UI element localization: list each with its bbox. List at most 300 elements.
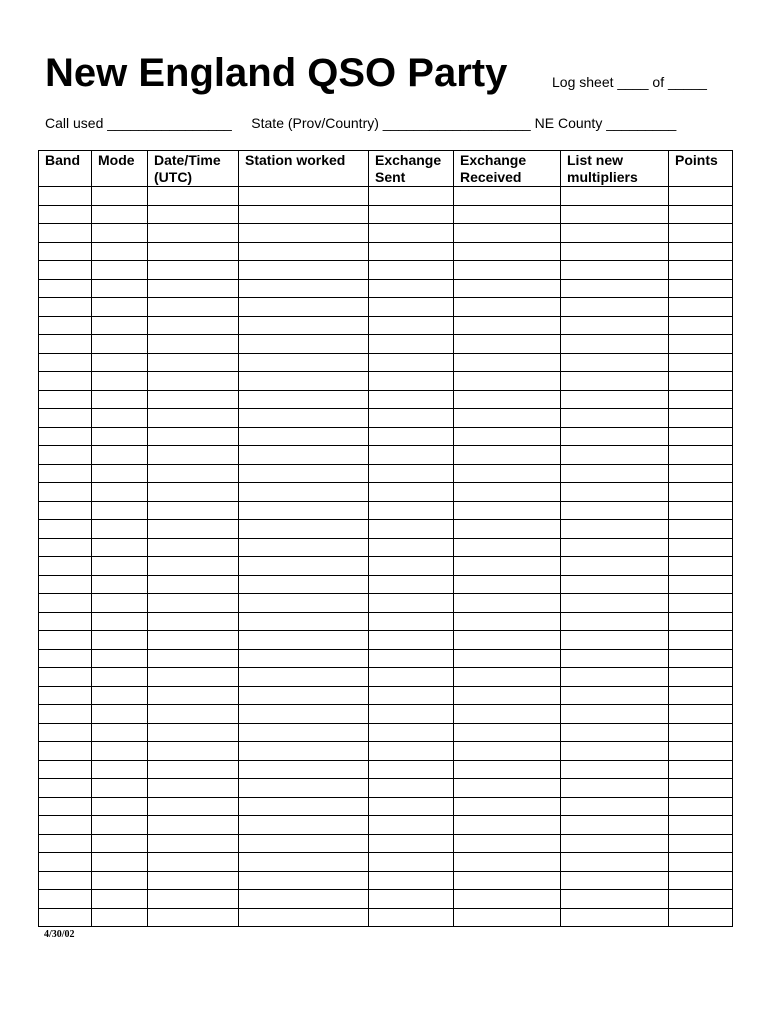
log-cell[interactable] [239,335,369,354]
log-cell[interactable] [561,908,669,927]
log-cell[interactable] [148,631,239,650]
log-cell[interactable] [369,372,454,391]
log-cell[interactable] [39,187,92,206]
log-cell[interactable] [369,557,454,576]
log-cell[interactable] [454,372,561,391]
log-cell[interactable] [148,464,239,483]
log-cell[interactable] [148,446,239,465]
log-cell[interactable] [92,705,148,724]
log-cell[interactable] [561,853,669,872]
log-cell[interactable] [454,686,561,705]
log-cell[interactable] [239,908,369,927]
log-cell[interactable] [39,520,92,539]
log-cell[interactable] [92,871,148,890]
log-cell[interactable] [369,298,454,317]
log-cell[interactable] [669,668,733,687]
log-cell[interactable] [454,594,561,613]
log-cell[interactable] [369,723,454,742]
log-cell[interactable] [561,612,669,631]
log-cell[interactable] [669,390,733,409]
log-cell[interactable] [369,612,454,631]
log-cell[interactable] [92,316,148,335]
log-cell[interactable] [369,631,454,650]
log-cell[interactable] [454,298,561,317]
log-cell[interactable] [561,390,669,409]
log-cell[interactable] [92,538,148,557]
log-cell[interactable] [369,205,454,224]
log-cell[interactable] [239,742,369,761]
log-cell[interactable] [454,205,561,224]
log-cell[interactable] [561,224,669,243]
log-cell[interactable] [39,779,92,798]
log-cell[interactable] [148,797,239,816]
log-cell[interactable] [39,908,92,927]
log-cell[interactable] [239,594,369,613]
log-cell[interactable] [148,205,239,224]
log-cell[interactable] [39,557,92,576]
log-cell[interactable] [239,871,369,890]
log-cell[interactable] [669,464,733,483]
log-cell[interactable] [561,409,669,428]
log-cell[interactable] [669,871,733,890]
log-cell[interactable] [561,557,669,576]
log-cell[interactable] [39,464,92,483]
log-cell[interactable] [669,372,733,391]
log-cell[interactable] [454,224,561,243]
log-cell[interactable] [148,557,239,576]
log-cell[interactable] [92,723,148,742]
log-cell[interactable] [239,779,369,798]
log-cell[interactable] [39,686,92,705]
log-cell[interactable] [561,501,669,520]
log-cell[interactable] [148,538,239,557]
log-cell[interactable] [454,631,561,650]
log-cell[interactable] [669,686,733,705]
log-cell[interactable] [561,649,669,668]
log-cell[interactable] [369,575,454,594]
log-cell[interactable] [561,464,669,483]
log-cell[interactable] [92,649,148,668]
log-cell[interactable] [454,538,561,557]
log-cell[interactable] [148,427,239,446]
log-cell[interactable] [561,779,669,798]
log-cell[interactable] [239,631,369,650]
log-cell[interactable] [92,501,148,520]
log-cell[interactable] [148,723,239,742]
log-cell[interactable] [669,224,733,243]
log-cell[interactable] [669,890,733,909]
log-cell[interactable] [369,686,454,705]
log-cell[interactable] [92,797,148,816]
log-cell[interactable] [669,483,733,502]
log-cell[interactable] [669,501,733,520]
log-cell[interactable] [454,575,561,594]
log-cell[interactable] [148,409,239,428]
log-cell[interactable] [369,797,454,816]
log-cell[interactable] [92,353,148,372]
log-cell[interactable] [369,908,454,927]
log-cell[interactable] [561,723,669,742]
log-cell[interactable] [92,372,148,391]
log-cell[interactable] [669,908,733,927]
log-cell[interactable] [39,797,92,816]
log-cell[interactable] [239,390,369,409]
log-cell[interactable] [239,372,369,391]
log-cell[interactable] [39,224,92,243]
log-cell[interactable] [92,446,148,465]
log-cell[interactable] [92,187,148,206]
log-cell[interactable] [92,242,148,261]
log-cell[interactable] [148,871,239,890]
log-cell[interactable] [92,908,148,927]
log-cell[interactable] [39,723,92,742]
log-cell[interactable] [92,612,148,631]
log-cell[interactable] [454,723,561,742]
log-cell[interactable] [92,631,148,650]
log-cell[interactable] [239,890,369,909]
log-cell[interactable] [92,409,148,428]
log-cell[interactable] [92,779,148,798]
log-cell[interactable] [669,446,733,465]
log-cell[interactable] [561,834,669,853]
log-cell[interactable] [454,427,561,446]
log-cell[interactable] [561,797,669,816]
log-cell[interactable] [669,594,733,613]
log-cell[interactable] [39,261,92,280]
log-cell[interactable] [454,316,561,335]
log-cell[interactable] [454,557,561,576]
log-cell[interactable] [369,594,454,613]
log-cell[interactable] [561,298,669,317]
log-cell[interactable] [369,242,454,261]
log-cell[interactable] [92,427,148,446]
log-cell[interactable] [39,298,92,317]
log-cell[interactable] [669,649,733,668]
log-cell[interactable] [39,335,92,354]
log-cell[interactable] [454,816,561,835]
log-cell[interactable] [39,390,92,409]
log-cell[interactable] [239,483,369,502]
log-cell[interactable] [369,279,454,298]
log-cell[interactable] [92,557,148,576]
log-cell[interactable] [39,372,92,391]
log-cell[interactable] [669,797,733,816]
log-cell[interactable] [239,575,369,594]
log-cell[interactable] [669,316,733,335]
log-cell[interactable] [454,335,561,354]
log-cell[interactable] [454,446,561,465]
log-cell[interactable] [239,649,369,668]
log-cell[interactable] [369,261,454,280]
log-cell[interactable] [92,668,148,687]
log-cell[interactable] [454,520,561,539]
log-cell[interactable] [669,538,733,557]
log-cell[interactable] [239,760,369,779]
log-cell[interactable] [369,520,454,539]
log-cell[interactable] [148,353,239,372]
log-cell[interactable] [561,279,669,298]
log-cell[interactable] [39,816,92,835]
log-cell[interactable] [669,557,733,576]
log-cell[interactable] [561,187,669,206]
log-cell[interactable] [369,760,454,779]
log-cell[interactable] [148,316,239,335]
log-cell[interactable] [561,205,669,224]
log-cell[interactable] [92,261,148,280]
log-cell[interactable] [369,649,454,668]
log-cell[interactable] [669,779,733,798]
log-cell[interactable] [369,538,454,557]
log-cell[interactable] [369,224,454,243]
log-cell[interactable] [39,242,92,261]
log-cell[interactable] [669,353,733,372]
log-cell[interactable] [39,446,92,465]
log-cell[interactable] [239,224,369,243]
log-cell[interactable] [148,575,239,594]
log-cell[interactable] [369,409,454,428]
log-cell[interactable] [454,187,561,206]
log-cell[interactable] [369,742,454,761]
log-cell[interactable] [148,612,239,631]
log-cell[interactable] [669,298,733,317]
log-cell[interactable] [239,557,369,576]
log-cell[interactable] [561,705,669,724]
log-cell[interactable] [454,261,561,280]
log-cell[interactable] [561,372,669,391]
log-cell[interactable] [561,316,669,335]
log-cell[interactable] [561,890,669,909]
log-cell[interactable] [369,464,454,483]
log-cell[interactable] [239,242,369,261]
log-cell[interactable] [669,853,733,872]
log-cell[interactable] [369,483,454,502]
log-cell[interactable] [239,353,369,372]
log-cell[interactable] [148,242,239,261]
log-cell[interactable] [92,760,148,779]
log-cell[interactable] [39,594,92,613]
log-cell[interactable] [92,390,148,409]
log-cell[interactable] [669,409,733,428]
log-cell[interactable] [92,594,148,613]
log-cell[interactable] [239,464,369,483]
log-cell[interactable] [669,279,733,298]
log-cell[interactable] [92,205,148,224]
log-cell[interactable] [454,760,561,779]
log-cell[interactable] [39,575,92,594]
log-cell[interactable] [369,668,454,687]
log-cell[interactable] [454,779,561,798]
log-cell[interactable] [561,427,669,446]
log-cell[interactable] [561,575,669,594]
log-cell[interactable] [369,705,454,724]
log-cell[interactable] [148,483,239,502]
log-cell[interactable] [39,890,92,909]
log-cell[interactable] [39,279,92,298]
log-cell[interactable] [454,464,561,483]
log-cell[interactable] [39,501,92,520]
log-cell[interactable] [561,760,669,779]
log-cell[interactable] [39,483,92,502]
log-cell[interactable] [148,372,239,391]
log-cell[interactable] [454,908,561,927]
log-cell[interactable] [92,834,148,853]
log-cell[interactable] [369,853,454,872]
log-cell[interactable] [148,298,239,317]
log-cell[interactable] [561,483,669,502]
log-cell[interactable] [561,686,669,705]
log-cell[interactable] [454,390,561,409]
log-cell[interactable] [39,834,92,853]
log-cell[interactable] [239,705,369,724]
log-cell[interactable] [454,705,561,724]
log-cell[interactable] [561,538,669,557]
log-cell[interactable] [148,834,239,853]
log-cell[interactable] [561,816,669,835]
log-cell[interactable] [369,446,454,465]
log-cell[interactable] [669,816,733,835]
log-cell[interactable] [92,742,148,761]
log-cell[interactable] [369,501,454,520]
log-cell[interactable] [39,427,92,446]
log-cell[interactable] [369,871,454,890]
log-cell[interactable] [561,871,669,890]
log-cell[interactable] [239,538,369,557]
log-cell[interactable] [148,853,239,872]
log-cell[interactable] [239,834,369,853]
log-cell[interactable] [39,409,92,428]
log-cell[interactable] [669,742,733,761]
log-cell[interactable] [39,668,92,687]
log-cell[interactable] [669,242,733,261]
log-cell[interactable] [39,316,92,335]
log-cell[interactable] [669,427,733,446]
log-cell[interactable] [454,871,561,890]
log-cell[interactable] [148,779,239,798]
log-cell[interactable] [148,224,239,243]
log-cell[interactable] [454,501,561,520]
log-cell[interactable] [454,853,561,872]
log-cell[interactable] [369,335,454,354]
log-cell[interactable] [669,631,733,650]
log-cell[interactable] [92,575,148,594]
log-cell[interactable] [669,261,733,280]
log-cell[interactable] [239,668,369,687]
log-cell[interactable] [561,446,669,465]
log-cell[interactable] [148,890,239,909]
log-cell[interactable] [454,890,561,909]
log-cell[interactable] [39,760,92,779]
log-cell[interactable] [148,760,239,779]
log-cell[interactable] [239,205,369,224]
log-cell[interactable] [239,316,369,335]
log-cell[interactable] [92,686,148,705]
log-cell[interactable] [669,575,733,594]
log-cell[interactable] [92,224,148,243]
log-cell[interactable] [239,261,369,280]
log-cell[interactable] [561,242,669,261]
log-cell[interactable] [39,871,92,890]
log-cell[interactable] [454,834,561,853]
log-cell[interactable] [454,742,561,761]
log-cell[interactable] [39,353,92,372]
log-cell[interactable] [148,705,239,724]
log-cell[interactable] [92,816,148,835]
log-cell[interactable] [239,427,369,446]
log-cell[interactable] [669,520,733,539]
log-cell[interactable] [239,187,369,206]
log-cell[interactable] [239,612,369,631]
log-cell[interactable] [369,187,454,206]
log-cell[interactable] [148,594,239,613]
log-cell[interactable] [369,316,454,335]
log-cell[interactable] [239,816,369,835]
log-cell[interactable] [454,353,561,372]
log-cell[interactable] [148,261,239,280]
log-cell[interactable] [148,501,239,520]
log-cell[interactable] [561,335,669,354]
log-cell[interactable] [454,483,561,502]
log-cell[interactable] [92,483,148,502]
log-cell[interactable] [148,279,239,298]
log-cell[interactable] [148,668,239,687]
log-cell[interactable] [669,187,733,206]
log-cell[interactable] [369,779,454,798]
log-cell[interactable] [369,834,454,853]
log-cell[interactable] [92,520,148,539]
log-cell[interactable] [92,890,148,909]
log-cell[interactable] [561,631,669,650]
log-cell[interactable] [39,853,92,872]
log-cell[interactable] [148,335,239,354]
log-cell[interactable] [148,908,239,927]
log-cell[interactable] [369,390,454,409]
log-cell[interactable] [561,594,669,613]
log-cell[interactable] [39,705,92,724]
log-cell[interactable] [39,649,92,668]
log-cell[interactable] [39,205,92,224]
log-cell[interactable] [92,279,148,298]
log-cell[interactable] [454,409,561,428]
log-cell[interactable] [561,742,669,761]
log-cell[interactable] [669,335,733,354]
log-cell[interactable] [369,890,454,909]
log-cell[interactable] [239,446,369,465]
log-cell[interactable] [92,464,148,483]
log-cell[interactable] [369,816,454,835]
log-cell[interactable] [454,649,561,668]
log-cell[interactable] [239,723,369,742]
log-cell[interactable] [669,834,733,853]
log-cell[interactable] [39,742,92,761]
log-cell[interactable] [561,353,669,372]
log-cell[interactable] [148,390,239,409]
log-cell[interactable] [239,686,369,705]
log-cell[interactable] [669,760,733,779]
log-cell[interactable] [239,797,369,816]
log-cell[interactable] [239,279,369,298]
log-cell[interactable] [454,242,561,261]
log-cell[interactable] [239,409,369,428]
log-cell[interactable] [39,631,92,650]
log-cell[interactable] [92,853,148,872]
log-cell[interactable] [92,298,148,317]
log-cell[interactable] [454,797,561,816]
log-cell[interactable] [454,612,561,631]
log-cell[interactable] [369,427,454,446]
log-cell[interactable] [454,668,561,687]
log-cell[interactable] [561,668,669,687]
log-cell[interactable] [148,686,239,705]
